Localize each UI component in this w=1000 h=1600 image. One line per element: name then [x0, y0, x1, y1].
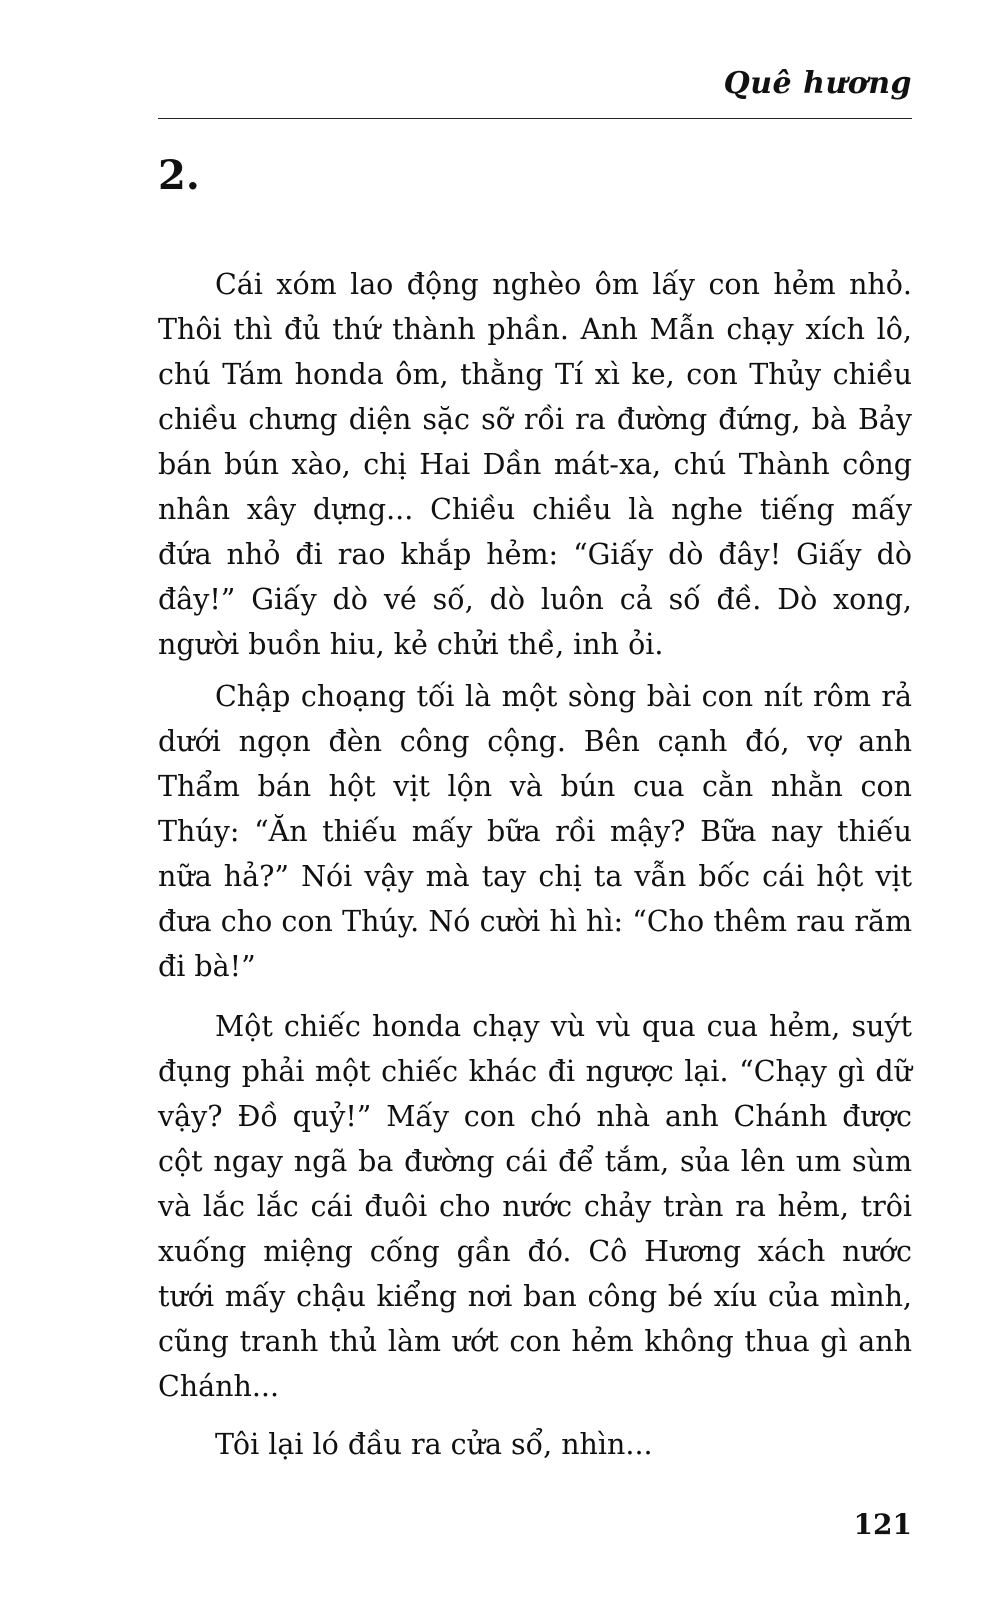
chapter-number: 2. [158, 152, 200, 199]
page-number: 121 [853, 1508, 912, 1541]
header-rule [158, 118, 912, 119]
paragraph-3: Một chiếc honda chạy vù vù qua cua hẻm, suýt đụng phải một chiếc khác đi ngược lại. “Chạy gì dữ vậy? Đồ quỷ!” Mấy con chó nhà anh Chánh được cột ngay ngã ba đường cái để tắm, sủa lên um sùm và lắc lắc cái đuôi cho nước chảy tràn ra hẻm, trôi xuống miệng cống gần đó. Cô Hương xách nước tưới mấy chậu kiểng nơi ban công bé xíu của mình, cũng tranh thủ làm ướt con hẻm không thua gì anh Chánh... [158, 1010, 912, 1403]
paragraph-1: Cái xóm lao động nghèo ôm lấy con hẻm nhỏ. Thôi thì đủ thứ thành phần. Anh Mẫn chạy xích lô, chú Tám honda ôm, thằng Tí xì ke, con Thủy chiều chiều chưng diện sặc sỡ rồi ra đường đứng, bà Bảy bán bún xào, chị Hai Dần mát-xa, chú Thành công nhân xây dựng... Chiều chiều là nghe tiếng mấy đứa nhỏ đi rao khắp hẻm: “Giấy dò đây! Giấy dò đây!” Giấy dò vé số, dò luôn cả số đề. Dò xong, người buồn hiu, kẻ chửi thề, inh ỏi. [158, 268, 912, 661]
paragraph-4: Tôi lại ló đầu ra cửa sổ, nhìn... [215, 1428, 653, 1461]
running-head-title: Quê hương [723, 66, 912, 101]
body-text [158, 262, 912, 1467]
paragraph-2: Chập choạng tối là một sòng bài con nít rôm rả dưới ngọn đèn công cộng. Bên cạnh đó, vợ anh Thẩm bán hột vịt lộn và bún cua cằn nhằn con Thúy: “Ăn thiếu mấy bữa rồi mậy? Bữa nay thiếu nữa hả?” Nói vậy mà tay chị ta vẫn bốc cái hột vịt đưa cho con Thúy. Nó cười hì hì: “Cho thêm rau răm đi bà!” [158, 680, 912, 983]
